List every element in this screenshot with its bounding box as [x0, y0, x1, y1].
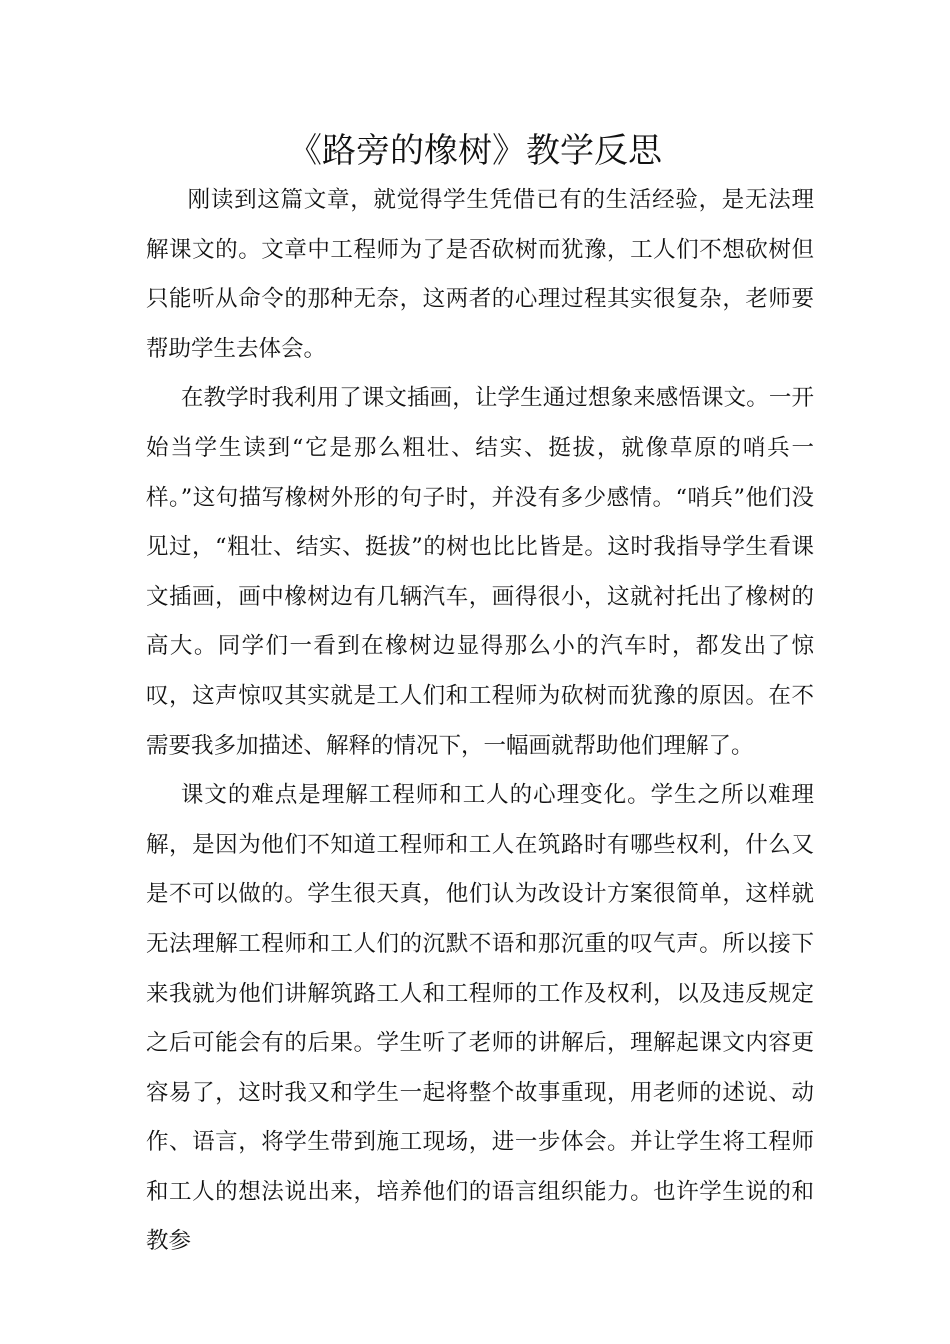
document-title: 《路旁的橡树》教学反思 [288, 131, 662, 171]
paragraph-1: 刚读到这篇文章，就觉得学生凭借已有的生活经验，是无法理解课文的。文章中工程师为了是否砍树而犹豫，工人们不想砍树但只能听从命令的那种无奈，这两者的心理过程其实很复杂，老师要帮助学生去体会。 [146, 187, 814, 362]
paragraph-3: 课文的难点是理解工程师和工人的心理变化。学生之所以难理解，是因为他们不知道工程师和工人在筑路时有哪些权利，什么又是不可以做的。学生很天真，他们认为改设计方案很简单，这样就无法理解工程师和工人们的沉默不语和那沉重的叹气声。所以接下来我就为他们讲解筑路工人和工程师的工作及权利，以及违反规定之后可能会有的后果。学生听了老师的讲解后，理解起课文内容更容易了，这时我又和学生一起将整个故事重现，用老师的述说、动作、语言，将学生带到施工现场，进一步体会。并让学生将工程师和工人的想法说出来，培养他们的语言组织能力。也许学生说的和教参 [146, 782, 814, 1255]
document-body [146, 176, 814, 1267]
paragraph-2: 在教学时我利用了课文插画，让学生通过想象来感悟课文。一开始当学生读到“它是那么粗壮、结实、挺拔，就像草原的哨兵一样。”这句描写橡树外形的句子时，并没有多少感情。“哨兵”他们没见过，“粗壮、结实、挺拔”的树也比比皆是。这时我指导学生看课文插画，画中橡树边有几辆汽车，画得很小，这就衬托出了橡树的高大。同学们一看到在橡树边显得那么小的汽车时，都发出了惊叹，这声惊叹其实就是工人们和工程师为砍树而犹豫的原因。在不需要我多加描述、解释的情况下，一幅画就帮助他们理解了。 [146, 385, 814, 759]
